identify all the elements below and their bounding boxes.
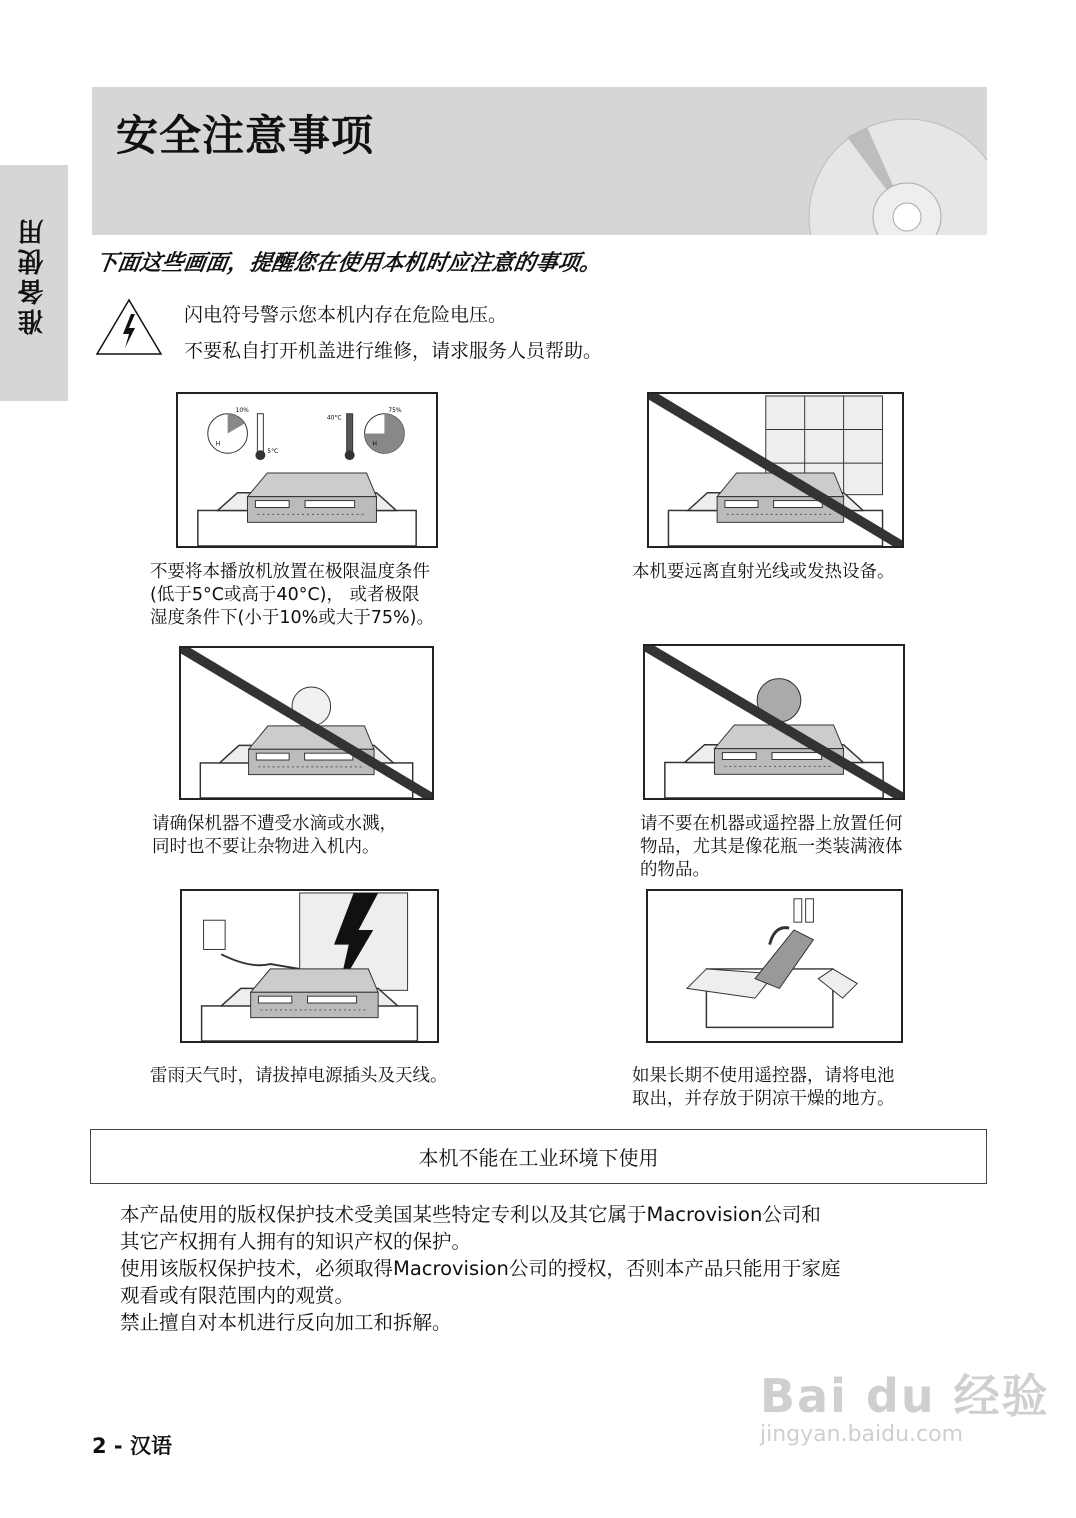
watermark-logo: Bai du 经验 [760, 1369, 1050, 1423]
paragraph-line: 其它产权拥有人拥有的知识产权的保护。 [120, 1230, 472, 1253]
caption-temperature: 不要将本播放机放置在极限温度条件 (低于5°C或高于40°C)， 或者极限 湿度条件下(小于10%或大于75%)。 [150, 562, 434, 628]
disc-icon [807, 117, 987, 235]
caption-vase: 请不要在机器或遥控器上放置任何 物品，尤其是像花瓶一类装满液体 的物品。 [640, 814, 903, 880]
paragraph-line: 观看或有限范围内的观赏。 [120, 1284, 355, 1307]
warning-line-1: 闪电符号警示您本机内存在危险电压。 [184, 304, 508, 326]
illustration-water [179, 646, 434, 800]
caption-remote-battery: 如果长期不使用遥控器，请将电池 取出，并存放于阴凉干燥的地方。 [632, 1066, 895, 1109]
side-tab [0, 165, 68, 401]
copyright-paragraph [120, 1201, 840, 1336]
warning-line-2: 不要私自打开机盖进行维修，请求服务人员帮助。 [184, 340, 603, 362]
header-banner [92, 87, 987, 235]
paragraph-line: 禁止擅自对本机进行反向加工和拆解。 [120, 1311, 452, 1334]
label-humidity-low: 10% [235, 406, 249, 414]
caption-water: 请确保机器不遭受水滴或水溅， 同时也不要让杂物进入机内。 [152, 814, 397, 857]
caption-sunlight: 本机要远离直射光线或发热设备。 [632, 562, 895, 582]
watermark-url: jingyan.baidu.com [760, 1422, 964, 1447]
side-tab-label: 准备使用 [18, 215, 48, 335]
baidu-watermark [760, 1360, 1050, 1447]
label-h-right: H [372, 440, 377, 448]
page-title: 安全注意事项 [116, 111, 375, 160]
label-temp-low: 5°C [267, 448, 279, 456]
illustration-sunlight [647, 392, 904, 548]
illustration-lightning [180, 889, 439, 1043]
industrial-notice-box [90, 1129, 987, 1184]
intro-text: 下面这些画面，提醒您在使用本机时应注意的事项。 [93, 251, 604, 276]
paragraph-line: 使用该版权保护技术，必须取得Macrovision公司的授权，否则本产品只能用于家庭 [120, 1257, 841, 1280]
illustration-vase [643, 644, 905, 800]
page-footer: 2 - 汉语 [92, 1434, 172, 1458]
lightning-warning-icon [95, 298, 163, 356]
illustration-temperature [176, 392, 438, 548]
illustration-remote-battery [646, 889, 903, 1043]
label-humidity-high: 75% [388, 406, 402, 414]
label-h-left: H [215, 440, 221, 448]
paragraph-line: 本产品使用的版权保护技术受美国某些特定专利以及其它属于Macrovision公司和 [120, 1203, 821, 1226]
industrial-notice-text: 本机不能在工业环境下使用 [418, 1146, 659, 1170]
caption-lightning: 雷雨天气时，请拔掉电源插头及天线。 [150, 1066, 448, 1086]
label-temp-high: 40°C [326, 414, 342, 422]
